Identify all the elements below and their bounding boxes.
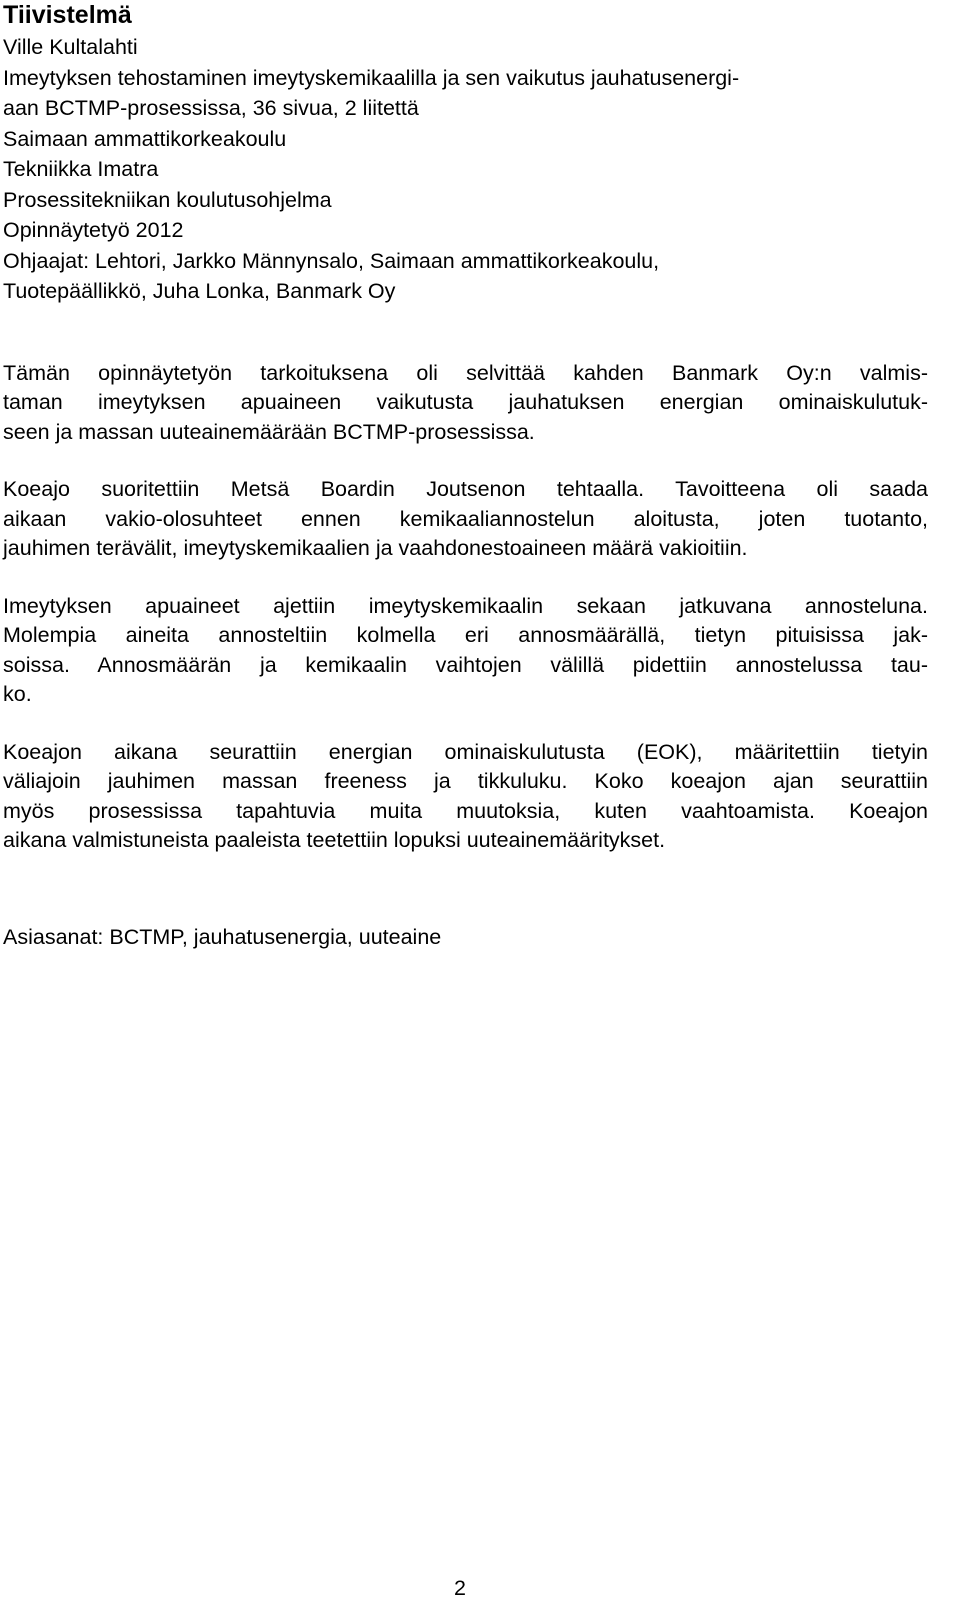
abstract-paragraph-3 — [3, 592, 928, 710]
paragraph-line: taman imeytyksen apuaineen vaikutusta jauhatuksen energian ominaiskulutuk- — [3, 390, 928, 414]
paragraph-line: myös prosessissa tapahtuvia muita muutoksia, kuten vaahtoamista. Koeajon — [3, 798, 928, 823]
paragraph-line: väliajoin jauhimen massan freeness ja tikkuluku. Koko koeajon ajan seurattiin — [3, 769, 928, 793]
supervisors-line-1: Ohjaajat: Lehtori, Jarkko Männynsalo, Saimaan ammattikorkeakoulu, — [3, 248, 660, 273]
paragraph-line: Koeajon aikana seurattiin energian ominaiskulutusta (EOK), määritettiin tietyin — [3, 739, 928, 764]
thesis-title-line-1: Imeytyksen tehostaminen imeytyskemikaalilla ja sen vaikutus jauhatusenergi- — [3, 65, 740, 90]
abstract-paragraph-2 — [3, 475, 928, 564]
spacer — [3, 856, 928, 922]
paragraph-line: Tämän opinnäytetyön tarkoituksena oli selvittää kahden Banmark Oy:n valmis- — [3, 360, 928, 385]
paragraph-line: jauhimen terävälit, imeytyskemikaalien ja vaahdonestoaineen määrä vakioitiin. — [3, 536, 748, 560]
abstract-paragraph-4 — [3, 738, 928, 856]
abstract-paragraph-1 — [3, 359, 928, 448]
spacer — [3, 564, 928, 592]
spacer — [3, 307, 928, 359]
faculty-name: Tekniikka Imatra — [3, 157, 159, 181]
paragraph-line: Koeajo suoritettiin Metsä Boardin Joutsenon tehtaalla. Tavoitteena oli saada — [3, 477, 928, 501]
spacer — [3, 447, 928, 475]
author-name: Ville Kultalahti — [3, 35, 138, 59]
paragraph-line: Molempia aineita annosteltiin kolmella eri annosmäärällä, tietyn pituisissa jak- — [3, 623, 928, 647]
document-page — [3, 0, 928, 952]
supervisors-line-2: Tuotepäällikkö, Juha Lonka, Banmark Oy — [3, 279, 396, 303]
degree-programme: Prosessitekniikan koulutusohjelma — [3, 187, 332, 212]
paragraph-line: ko. — [3, 682, 32, 706]
thesis-title-line-2: aan BCTMP-prosessissa, 36 sivua, 2 liitettä — [3, 96, 419, 120]
page-number: 2 — [454, 1576, 466, 1600]
paragraph-line: seen ja massan uuteainemäärään BCTMP-prosessissa. — [3, 419, 535, 444]
paragraph-line: Imeytyksen apuaineet ajettiin imeytyskemikaalin sekaan jatkuvana annosteluna. — [3, 593, 928, 618]
paragraph-line: soissa. Annosmäärän ja kemikaalin vaihtojen välillä pidettiin annostelussa tau- — [3, 652, 928, 677]
thesis-metadata — [3, 32, 928, 307]
thesis-year: Opinnäytetyö 2012 — [3, 218, 184, 242]
abstract-heading: Tiivistelmä — [3, 1, 132, 29]
paragraph-line: aikana valmistuneista paaleista teetettiin lopuksi uuteainemääritykset. — [3, 828, 666, 852]
institution-name: Saimaan ammattikorkeakoulu — [3, 126, 287, 151]
spacer — [3, 710, 928, 738]
paragraph-line: aikaan vakio-olosuhteet ennen kemikaaliannostelun aloitusta, joten tuotanto, — [3, 506, 928, 531]
keywords-line: Asiasanat: BCTMP, jauhatusenergia, uuteaine — [3, 924, 442, 949]
